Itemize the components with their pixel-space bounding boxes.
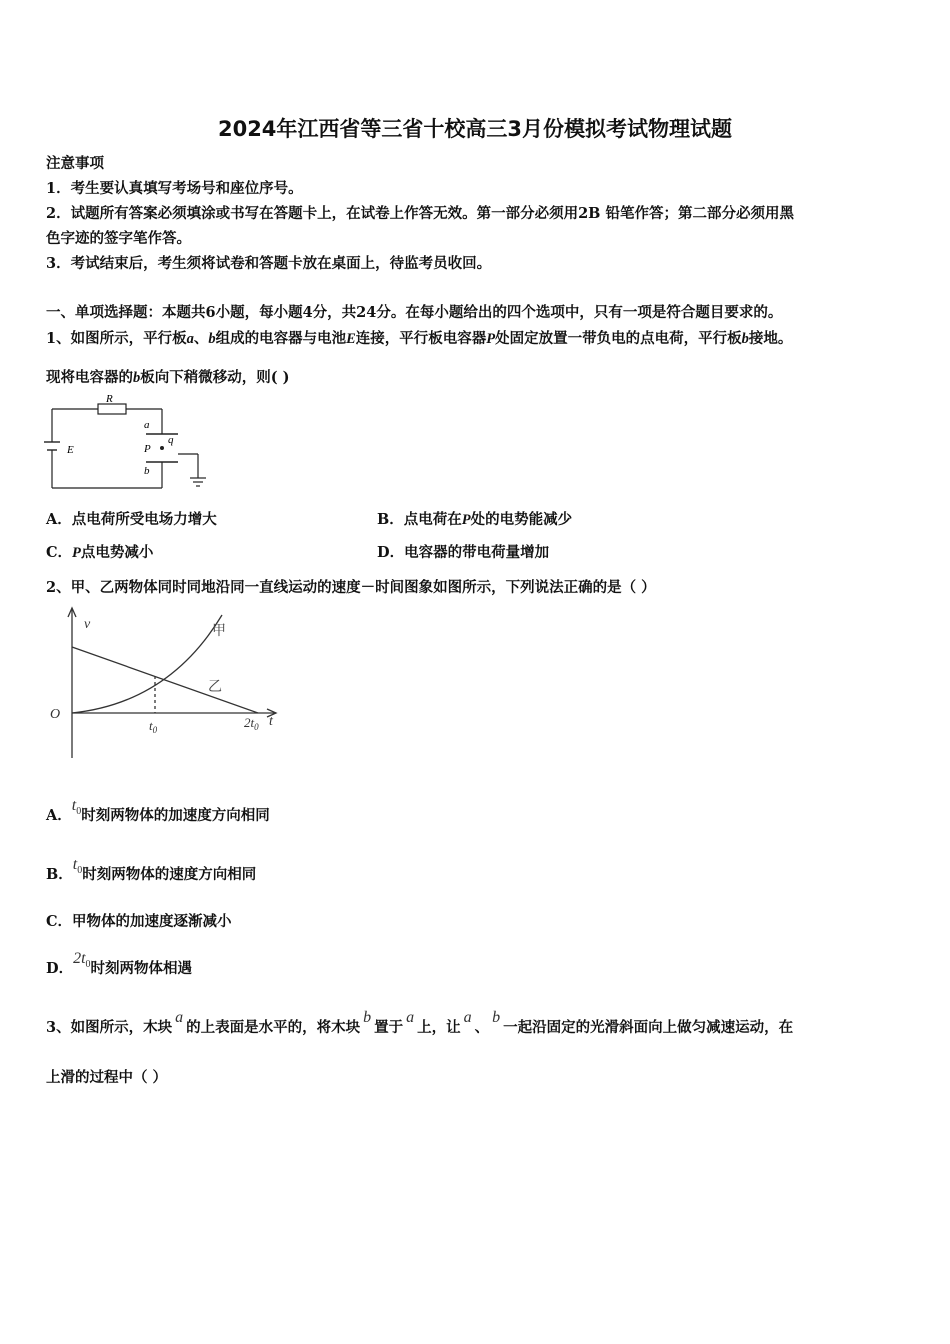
line-yi (72, 647, 258, 713)
label-P: P (144, 443, 151, 455)
curve-jia (72, 615, 222, 713)
q2-option-a[interactable]: A．$t_0$时刻两物体的加速度方向相同 (46, 797, 270, 824)
label-a: a (144, 419, 150, 431)
velocity-time-graph (44, 603, 289, 763)
q2-option-d[interactable]: D．$2t_0$时刻两物体相遇 (46, 950, 193, 977)
notice-item: 1．考生要认真填写考场号和座位序号。 (46, 180, 303, 197)
section-heading: 一、单项选择题：本题共6小题，每小题4分，共24分。在每小题给出的四个选项中，只有一项是符合题目要求的。 (46, 304, 783, 321)
q1-option-a[interactable]: A．点电荷所受电场力增大 (46, 511, 217, 528)
q1-option-d[interactable]: D．电容器的带电荷量增加 (377, 544, 550, 561)
notice-item: 3．考试结束后，考生须将试卷和答题卡放在桌面上，待监考员收回。 (46, 255, 492, 272)
point-charge (160, 446, 164, 450)
curve-label-jia: 甲 (212, 624, 226, 639)
question-1-stem: 1、如图所示，平行板a、b组成的电容器与电池E连接，平行板电容器P处固定放置一带负电的点电荷，平行板b接地。 (46, 330, 793, 347)
circuit-diagram (40, 392, 215, 497)
notice-item: 色字迹的签字笔作答。 (46, 230, 191, 247)
label-b: b (144, 465, 150, 477)
axis-label-v: v (84, 617, 91, 632)
resistor (98, 404, 126, 414)
q1-option-b[interactable]: B．点电荷在P处的电势能减少 (377, 511, 573, 528)
label-q: q (168, 434, 174, 446)
label-R: R (106, 393, 113, 405)
origin-label: O (50, 707, 61, 722)
notice-heading: 注意事项 (46, 155, 104, 172)
question-3-stem: 3、如图所示，木块a的上表面是水平的，将木块b置于a上，让a、b一起沿固定的光滑斜面向上做匀减速运动，在 (46, 1009, 794, 1036)
line-label-yi: 乙 (208, 680, 222, 695)
q1-option-c[interactable]: C．P点电势减小 (46, 544, 154, 561)
notice-item: 2．试题所有答案必须填涂或书写在答题卡上，在试卷上作答无效。第一部分必须用2B 铅笔作答；第二部分必须用黑 (46, 205, 794, 222)
question-3-stem-line2: 上滑的过程中（ ） (46, 1069, 168, 1086)
page-title: 2024年江西省等三省十校高三3月份模拟考试物理试题 (217, 117, 733, 141)
question-2-stem: 2、甲、乙两物体同时同地沿同一直线运动的速度－时间图象如图所示，下列说法正确的是（ ） (46, 579, 656, 596)
q2-option-c[interactable]: C．甲物体的加速度逐渐减小 (46, 913, 232, 930)
question-1-stem-line2: 现将电容器的b板向下稍微移动，则( ) (46, 369, 290, 386)
q2-option-b[interactable]: B．$t_0$时刻两物体的速度方向相同 (46, 856, 257, 883)
axis-label-t: t (269, 714, 273, 729)
tick-label-t0: $t_0$ (149, 718, 158, 735)
label-E: E (67, 444, 74, 456)
tick-label-2t0: $2t_0$ (244, 715, 259, 732)
